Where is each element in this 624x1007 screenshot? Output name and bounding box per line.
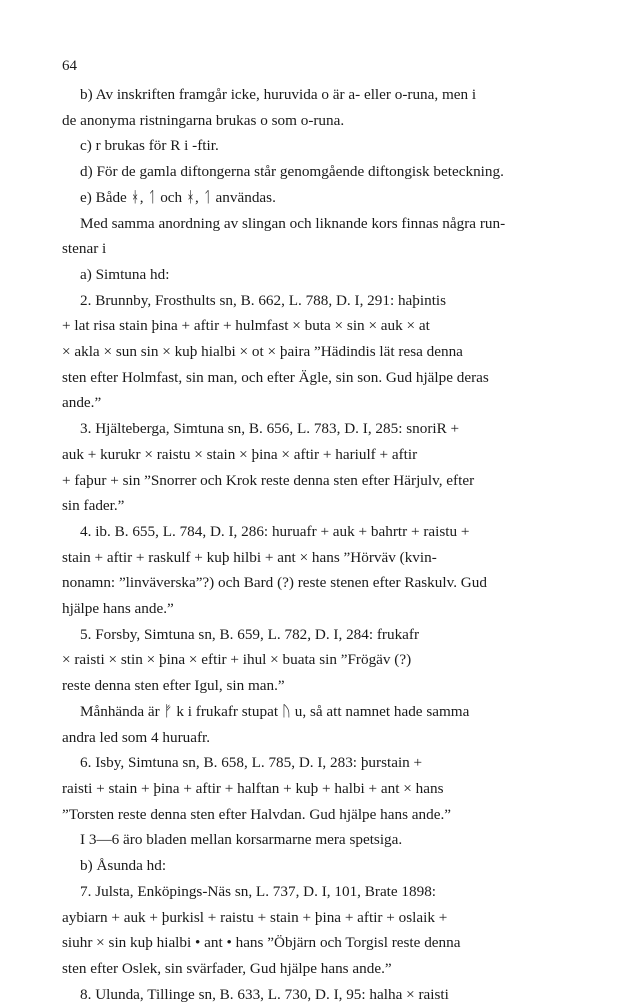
line: ”Torsten reste denna sten efter Halvdan. Gud hjälpe hans ande.” bbox=[62, 805, 452, 823]
line: Med samma anordning av slingan och liknande kors finnas några run- bbox=[80, 214, 506, 232]
body-text bbox=[62, 82, 598, 1007]
line: sten efter Oslek, sin svärfader, Gud hjälpe hans ande.” bbox=[62, 959, 392, 977]
line: 6. Isby, Simtuna sn, B. 658, L. 785, D. I, 283: þurstain + bbox=[80, 754, 423, 772]
line: Månhända är ᚠ k i frukafr stupat ᚢ u, så att namnet hade samma bbox=[80, 702, 470, 720]
line: siuhr × sin kuþ hialbi • ant • hans ”Öbjärn och Torgisl reste denna bbox=[62, 934, 461, 952]
line: reste denna sten efter Igul, sin man.” bbox=[62, 677, 285, 695]
line: raisti + stain + þina + aftir + halftan + kuþ + halbi + ant × hans bbox=[62, 779, 444, 797]
line: sin fader.” bbox=[62, 497, 125, 515]
line: × akla × sun sin × kuþ hialbi × ot × þaira ”Hädindis lät resa denna bbox=[62, 343, 463, 361]
line: 3. Hjälteberga, Simtuna sn, B. 656, L. 783, D. I, 285: snoriR + bbox=[80, 420, 460, 438]
line: 2. Brunnby, Frosthults sn, B. 662, L. 788, D. I, 291: haþintis bbox=[80, 291, 447, 309]
line: 8. Ulunda, Tillinge sn, B. 633, L. 730, D. I, 95: halha × raisti bbox=[80, 985, 449, 1003]
line: stain + aftir + raskulf + kuþ hilbi + ant × hans ”Hörväv (kvin- bbox=[62, 548, 437, 566]
line: + lat risa stain þina + aftir + hulmfast × buta × sin × auk × at bbox=[62, 317, 430, 335]
line: 7. Julsta, Enköpings-Näs sn, L. 737, D. I, 101, Brate 1898: bbox=[80, 882, 437, 900]
line: d) För de gamla diftongerna står genomgående diftongisk beteckning. bbox=[80, 163, 504, 181]
line: c) r brukas för R i -ftir. bbox=[80, 137, 219, 155]
line: + faþur + sin ”Snorrer och Krok reste denna sten efter Härjulv, efter bbox=[62, 471, 475, 489]
line: b) Åsunda hd: bbox=[80, 857, 167, 875]
line: andra led som 4 huruafr. bbox=[62, 728, 211, 746]
line: 5. Forsby, Simtuna sn, B. 659, L. 782, D. I, 284: frukafr bbox=[80, 625, 420, 643]
line: auk + kurukr × raistu × stain × þina × aftir + hariulf + aftir bbox=[62, 445, 418, 463]
line: nonamn: ”linväverska”?) och Bard (?) reste stenen efter Raskulv. Gud bbox=[62, 574, 487, 592]
line: sten efter Holmfast, sin man, och efter Ägle, sin son. Gud hjälpe deras bbox=[62, 368, 489, 386]
line: × raisti × stin × þina × eftir + ihul × buata sin ”Frögäv (?) bbox=[62, 651, 412, 669]
line: de anonyma ristningarna brukas o som o-runa. bbox=[62, 111, 345, 129]
line: aybiarn + auk + þurkisl + raistu + stain + þina + aftir + oslaik + bbox=[62, 908, 448, 926]
page-number: 64 bbox=[62, 58, 77, 74]
line: stenar i bbox=[62, 240, 107, 258]
line: b) Av inskriften framgår icke, huruvida o är a- eller o-runa, men i bbox=[80, 86, 477, 103]
line: 4. ib. B. 655, L. 784, D. I, 286: huruafr + auk + bahrtr + raistu + bbox=[80, 522, 470, 540]
line: ande.” bbox=[62, 394, 102, 412]
line: I 3—6 äro bladen mellan korsarmarne mera spetsiga. bbox=[80, 831, 403, 849]
line: a) Simtuna hd: bbox=[80, 265, 170, 283]
line: hjälpe hans ande.” bbox=[62, 600, 174, 618]
line: e) Både ᚼ, ᛐ och ᚼ, ᛐ användas. bbox=[80, 188, 276, 206]
